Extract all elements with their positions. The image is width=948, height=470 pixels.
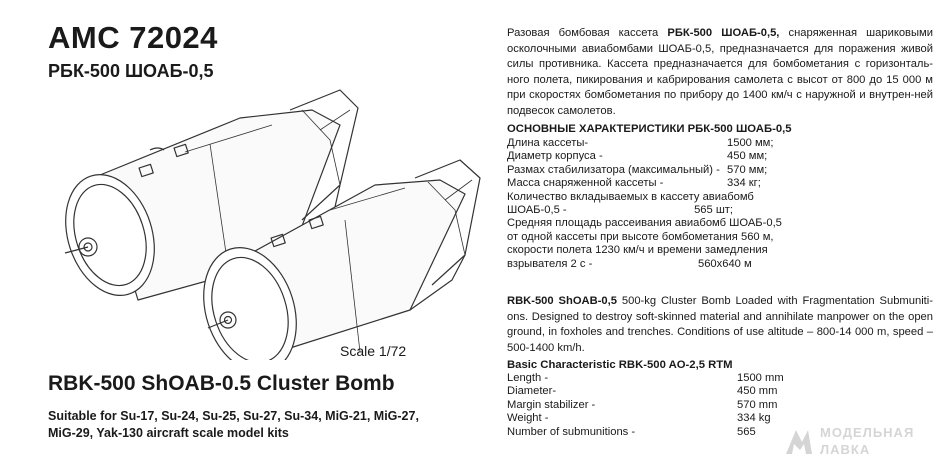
bomb-drawing (40, 70, 490, 360)
spec-row: Средняя площадь рассеивания авиабомб ШОАБ-0,5 (507, 217, 782, 230)
suitable-text (48, 408, 468, 442)
russian-description: Разовая бомбовая кассета РБК-500 ШОАБ-0,5, снаряженная шариковыми осколочными авиабомбами ШОАБ-0,5, предназначается для поражения живой силы противника. Кассета предназначается для бомбометания с горизонталь-ного полета, пикирования и кабрирования самолета с высот от 800 до 15 000 м при скоростях бомбометания по прибору до 1400 км/ч с наружной и внутрен-ней подвесок самолетов. (507, 27, 933, 117)
scale-label: Scale 1/72 (340, 343, 407, 359)
spec-row: Length - 1500 mm (507, 372, 784, 384)
spec-row: Длина кассеты- 1500 мм; (507, 137, 774, 149)
spec-row: от одной кассеты при высоте бомбометания 560 м, (507, 230, 774, 243)
spec-row: ШОАБ-0,5 - 565 шт; (507, 204, 734, 217)
spec-row: Диаметр корпуса - 450 мм; (507, 150, 768, 163)
english-specs-heading: Basic Characteristic RBK-500 AO-2,5 RTM (507, 359, 733, 371)
suitable-line: MiG-29, Yak-130 aircraft scale model kits (48, 426, 289, 440)
watermark-line1: МОДЕЛЬНАЯ (820, 425, 915, 440)
watermark-logo-icon (786, 430, 812, 454)
russian-specs-table (507, 137, 827, 271)
product-subtitle: РБК-500 ШОАБ-0,5 (48, 61, 214, 81)
spec-row: взрывателя 2 с - 560х640 м (507, 257, 752, 270)
product-code: AMC 72024 (48, 20, 218, 55)
watermark-line2: ЛАВКА (820, 442, 871, 457)
spec-row: Number of submunitions - 565 (507, 425, 756, 438)
spec-row: Количество вкладываемых в кассету авиабомб (507, 190, 754, 203)
spec-row: Масса снаряженной кассеты - 334 кг; (507, 177, 761, 190)
main-title: RBK-500 ShOAB-0.5 Cluster Bomb (48, 372, 395, 395)
spec-row: Размах стабилизатора (максимальный) - 570 мм; (507, 163, 768, 176)
russian-specs-heading: ОСНОВНЫЕ ХАРАКТЕРИСТИКИ РБК-500 ШОАБ-0,5 (507, 123, 792, 135)
suitable-line: Suitable for Su-17, Su-24, Su-25, Su-27, Su-34, MiG-21, MiG-27, (48, 409, 419, 423)
spec-row: скорости полета 1230 км/ч и времени замедления (507, 244, 768, 257)
english-specs-table (507, 372, 807, 439)
spec-row: Diameter- 450 mm (507, 385, 778, 398)
shop-watermark (782, 420, 932, 460)
spec-row: Margin stabilizer - 570 mm (507, 398, 778, 411)
english-description: RBK-500 ShOAB-0,5 500-kg Cluster Bomb Loaded with Fragmentation Submuniti-ons. Designed to destroy soft-skinned material and annihilate manpower on the open ground, in foxholes and trenches. Conditions of use altitude – 800-14 000 m, speed – 500-1400 km/h. (507, 295, 933, 354)
spec-row: Weight - 334 kg (507, 412, 771, 425)
